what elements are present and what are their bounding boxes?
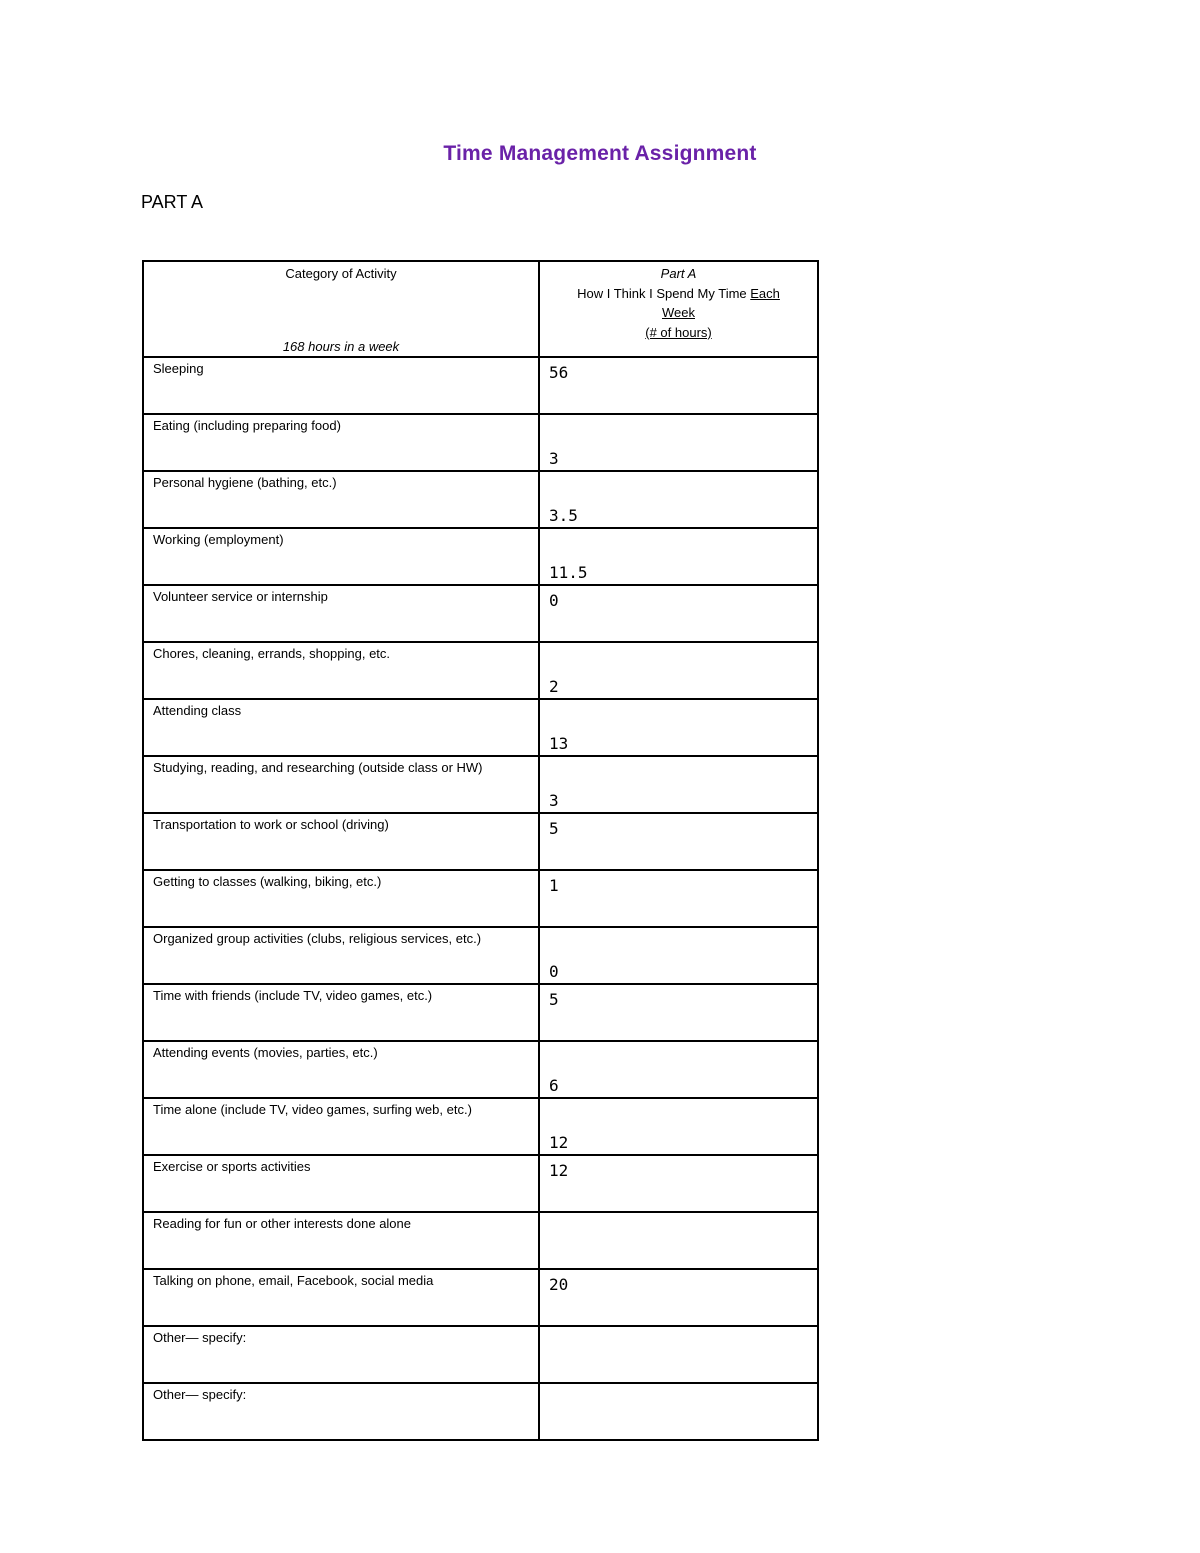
hours-value: 12: [549, 1161, 569, 1180]
hours-value: 56: [549, 363, 569, 382]
hours-header-part: Part A: [660, 266, 697, 281]
hours-header-line1-underlined: Each: [750, 285, 780, 301]
hours-header-line1: [540, 284, 817, 304]
activity-category-cell: Attending events (movies, parties, etc.): [143, 1041, 539, 1098]
activity-category-cell: Eating (including preparing food): [143, 414, 539, 471]
hours-value-cell: [539, 1041, 818, 1098]
hours-value-cell: [539, 870, 818, 927]
activity-category-cell: Working (employment): [143, 528, 539, 585]
activity-category-cell: Time with friends (include TV, video games, etc.): [143, 984, 539, 1041]
activity-category-cell: Studying, reading, and researching (outside class or HW): [143, 756, 539, 813]
hours-value-cell: [539, 1098, 818, 1155]
hours-value: 20: [549, 1275, 569, 1294]
hours-value-cell: [539, 414, 818, 471]
table-row: [143, 528, 818, 585]
hours-value: 0: [549, 962, 559, 981]
hours-value-cell: [539, 1269, 818, 1326]
activity-category-cell: Talking on phone, email, Facebook, social media: [143, 1269, 539, 1326]
activity-category-cell: Getting to classes (walking, biking, etc.): [143, 870, 539, 927]
table-row: [143, 1212, 818, 1269]
activity-category-cell: Attending class: [143, 699, 539, 756]
activity-category-cell: Exercise or sports activities: [143, 1155, 539, 1212]
hours-value: 0: [549, 591, 559, 610]
table-row: [143, 414, 818, 471]
hours-header-cell: [539, 261, 818, 357]
table-row: [143, 870, 818, 927]
hours-value: 2: [549, 677, 559, 696]
category-header-subtitle: 168 hours in a week: [282, 339, 400, 354]
table-header-row: [143, 261, 818, 357]
hours-value-cell: [539, 528, 818, 585]
hours-value: 1: [549, 876, 559, 895]
table-row: [143, 1269, 818, 1326]
part-label: PART A: [141, 192, 204, 212]
hours-value-cell: [539, 471, 818, 528]
hours-value-cell: [539, 756, 818, 813]
document-title: Time Management Assignment: [443, 142, 757, 165]
activity-category-cell: Volunteer service or internship: [143, 585, 539, 642]
table-row: [143, 357, 818, 414]
table-row: [143, 642, 818, 699]
hours-value: 3: [549, 449, 559, 468]
category-header-title: Category of Activity: [285, 266, 397, 281]
hours-value-cell: [539, 927, 818, 984]
hours-header-line3: (# of hours): [645, 324, 712, 340]
hours-value-cell: [539, 1212, 818, 1269]
hours-value-cell: [539, 357, 818, 414]
hours-value-cell: [539, 585, 818, 642]
hours-value: 11.5: [549, 563, 588, 582]
activity-category-cell: Other— specify:: [143, 1326, 539, 1383]
hours-value: 6: [549, 1076, 559, 1095]
activity-category-cell: Other— specify:: [143, 1383, 539, 1440]
table-row: [143, 927, 818, 984]
hours-value-cell: [539, 1326, 818, 1383]
table-row: [143, 813, 818, 870]
hours-value-cell: [539, 699, 818, 756]
table-row: [143, 1041, 818, 1098]
activity-category-cell: Reading for fun or other interests done alone: [143, 1212, 539, 1269]
hours-value-cell: [539, 1155, 818, 1212]
table-row: [143, 699, 818, 756]
time-management-table: [142, 260, 819, 1441]
table-row: [143, 1155, 818, 1212]
hours-value-cell: [539, 642, 818, 699]
hours-value-cell: [539, 813, 818, 870]
table-row: [143, 1326, 818, 1383]
activity-category-cell: Organized group activities (clubs, religious services, etc.): [143, 927, 539, 984]
activity-category-cell: Sleeping: [143, 357, 539, 414]
table-row: [143, 585, 818, 642]
table-row: [143, 756, 818, 813]
hours-value: 13: [549, 734, 569, 753]
hours-value-cell: [539, 1383, 818, 1440]
table-row: [143, 984, 818, 1041]
hours-value: 5: [549, 819, 559, 838]
category-header-cell: [143, 261, 539, 357]
activity-category-cell: Chores, cleaning, errands, shopping, etc.: [143, 642, 539, 699]
table-row: [143, 1383, 818, 1440]
table-row: [143, 1098, 818, 1155]
activity-category-cell: Transportation to work or school (driving): [143, 813, 539, 870]
hours-header-line1-prefix: How I Think I Spend My Time: [577, 285, 751, 301]
hours-header-line2: Week: [662, 305, 695, 320]
activity-category-cell: Time alone (include TV, video games, surfing web, etc.): [143, 1098, 539, 1155]
hours-value: 12: [549, 1133, 569, 1152]
table-row: [143, 471, 818, 528]
hours-value-cell: [539, 984, 818, 1041]
activity-category-cell: Personal hygiene (bathing, etc.): [143, 471, 539, 528]
hours-value: 3.5: [549, 506, 578, 525]
hours-value: 3: [549, 791, 559, 810]
hours-value: 5: [549, 990, 559, 1009]
